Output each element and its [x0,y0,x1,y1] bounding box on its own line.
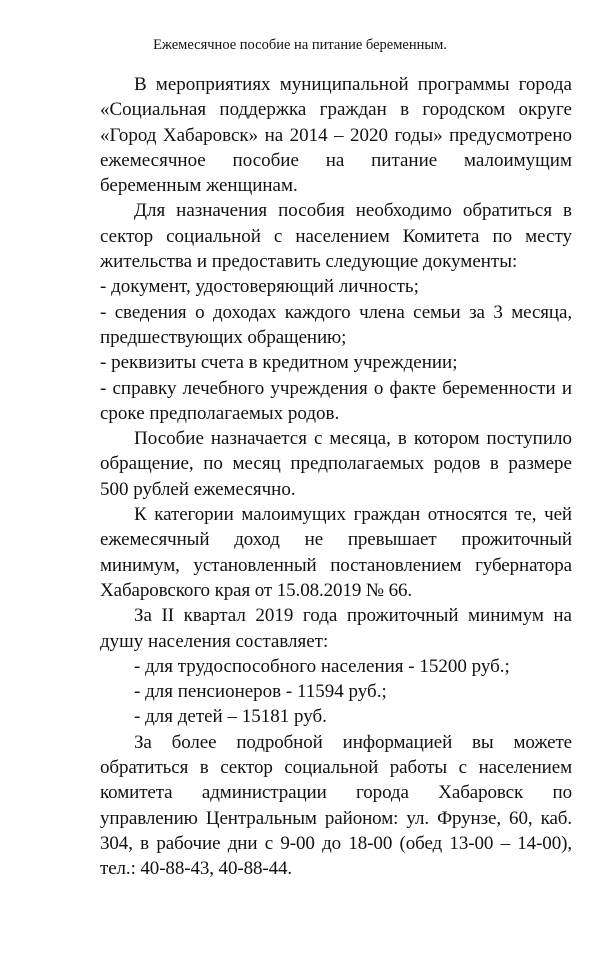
document-list-item: - справку лечебного учреждения о факте беременности и сроке предполагаемых родов. [100,377,572,424]
paragraph-contact: За более подробной информацией вы можете обратиться в сектор социальной работы с населением комитета администрации города Хабаровск по управлению Центральным районом: ул. Фрунзе, 60, каб. 304, в рабочие дни с 9-00 до 18-00 (обед 13-00 – 14-00), тел.: 40-88-43, 40-88-44. [100,731,572,880]
minimum-list-item: - для пенсионеров - 11594 руб.; [134,681,387,703]
document-list-item: - документ, удостоверяющий личность; [100,276,419,298]
paragraph-minimum-intro: За II квартал 2019 года прожиточный минимум на душу населения составляет: [100,605,572,652]
minimum-list-item: - для трудоспособного населения - 15200 руб.; [134,655,510,677]
page-title: Ежемесячное пособие на питание беременным. [153,37,447,53]
document-body [100,72,572,882]
paragraph-how-to-apply: Для назначения пособия необходимо обратиться в сектор социальной с населением Комитета по месту жительства и предоставить следующие документы: [100,200,572,273]
document-list-item: - сведения о доходах каждого члена семьи за 3 месяца, предшествующих обращению; [100,301,572,348]
paragraph-assignment: Пособие назначается с месяца, в котором поступило обращение, по месяц предполагаемых родов в размере 500 рублей ежемесячно. [100,428,572,500]
document-list-item: - реквизиты счета в кредитном учреждении; [100,352,458,374]
paragraph-intro: В мероприятиях муниципальной программы города «Социальная поддержка граждан в городском округе «Город Хабаровск» на 2014 – 2020 годы» предусмотрено ежемесячное пособие на питание малоимущим беременным женщинам. [100,74,572,197]
minimum-list-item: - для детей – 15181 руб. [134,706,327,728]
paragraph-low-income: К категории малоимущих граждан относятся те, чей ежемесячный доход не превышает прожиточный минимум, установленный постановлением губернатора Хабаровского края от 15.08.2019 № 66. [100,504,572,601]
